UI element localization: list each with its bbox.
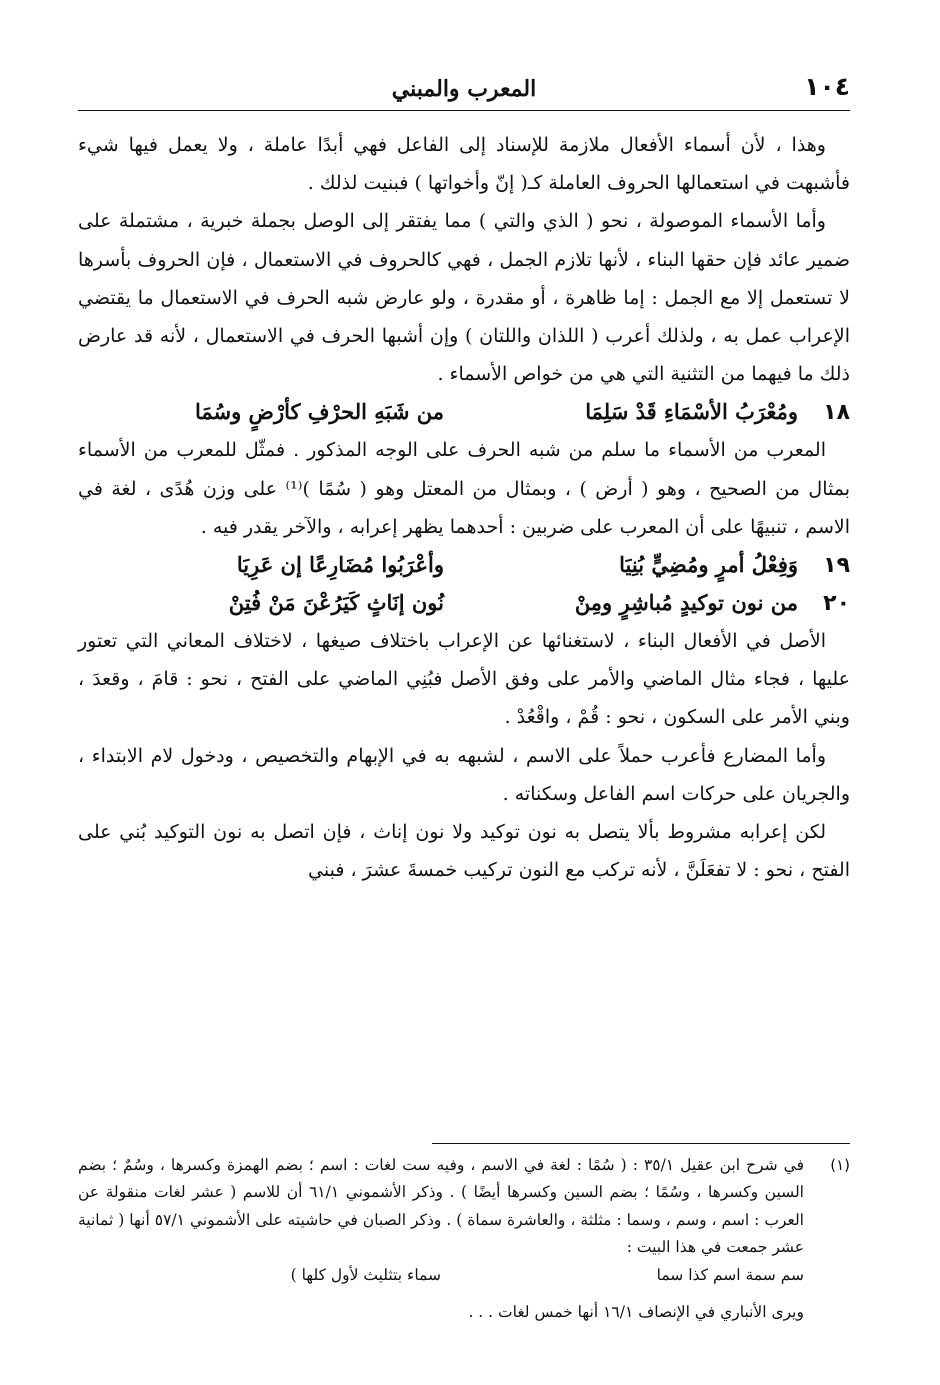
page-header [78, 72, 850, 111]
page-number: ١٠٤ [804, 72, 850, 101]
body-text [78, 126, 850, 889]
footnote-continuation: ويرى الأنباري في الإنصاف ١٦/١ أنها خمس لغات . . . [468, 1303, 804, 1322]
verse-20 [78, 584, 850, 622]
paragraph-3: المعرب من الأسماء ما سلم من شبه الحرف على الوجه المذكور . فمثّل للمعرب من الأسماء بمثال من الصحيح ، وهو ( أرض ) ، وبمثال من المعتل وهو ( سُمًا )⁽¹⁾ على وزن هُدًى ، لغة في الاسم ، تنبيهًا على أن المعرب على ضربين : أحدهما يظهر إعرابه ، والآخر يقدر فيه . [78, 439, 850, 538]
verse-second-hemistich: وأعْرَبُوا مُضَارِعًا إن عَرِيَا [236, 552, 444, 578]
footnotes [78, 1152, 850, 1326]
verse-first-hemistich: وَفِعْلُ أمرٍ ومُضِيٍّ بُنِيَا [619, 552, 798, 578]
verse-number: ١٩ [823, 553, 850, 579]
verse-first-hemistich: من نون توكيدٍ مُباشِرٍ ومِنْ [574, 590, 798, 616]
footnote-divider [432, 1143, 850, 1144]
footnote-verse-first: سم سمة اسم كذا سما [656, 1265, 804, 1284]
verse-number: ٢٠ [823, 591, 850, 617]
footnote-text: في شرح ابن عقيل ٣٥/١ : ( سُمًا : لغة في الاسم ، وفيه ست لغات : اسم ؛ بضم الهمزة وكسرها ، وسُمٌ ؛ بضم السين وكسرها ، وسُمًا ؛ بضم السين وكسرها أيضًا ) . وذكر الأشموني ٦١/١ أن للاسم ( عشر لغات منقولة عن العرب : اسم ، وسم ، وسما : مثلثة ، والعاشرة سماة ) . وذكر الصبان في حاشيته على الأشموني ٥٧/١ أنها ( ثمانية عشر جمعت في هذا البيت : [78, 1156, 804, 1257]
verse-19 [78, 546, 850, 584]
paragraph-1: وهذا ، لأن أسماء الأفعال ملازمة للإسناد إلى الفاعل فهي أبدًا عاملة ، ولا يعمل فيها شيء فأشبهت في استعمالها الحروف العاملة كـ( إنّ وأخواتها ) فبنيت لذلك . [78, 134, 850, 195]
footnote-verse-second: سماء بتثليث لأول كلها ) [290, 1265, 441, 1284]
verse-number: ١٨ [823, 400, 850, 426]
footnote-verse [78, 1262, 850, 1289]
paragraph-2: وأما الأسماء الموصولة ، نحو ( الذي والتي ) مما يفتقر إلى الوصل بجملة خبرية ، مشتملة على ضمير عائد فإن حقها البناء ، لأنها تلازم الجمل ، فهي كالحروف في الاستعمال ، فإن الحروف بأسرها لا تستعمل إلا مع الجمل : إما ظاهرة ، أو مقدرة ، ولو عارض شبه الحرف في الاستعمال ما يقتضي الإعراب عمل به ، ولذلك أعرب ( اللذان واللتان ) وإن أشبها الحرف في الاستعمال ، لأنه قد عارض ذلك ما فيهما من التثنية التي هي من خواص الأسماء . [78, 210, 850, 386]
verse-second-hemistich: من شَبَهِ الحرْفِ كأرْضٍ وسُمَا [194, 399, 444, 425]
footnote-1 [78, 1152, 850, 1262]
paragraph-4: الأصل في الأفعال البناء ، لاستغنائها عن الإعراب باختلاف صيغها ، لاختلاف المعاني التي تعتور عليها ، فجاء مثال الماضي والأمر على وفق الأصل فبُنِي الماضي على الفتح ، نحو : قامَ ، وقعدَ ، وبني الأمر على السكون ، نحو : قُمْ ، واقْعُدْ . [78, 630, 850, 729]
running-title: المعرب والمبني [391, 76, 537, 102]
verse-first-hemistich: ومُعْرَبُ الأسْمَاءِ قَدْ سَلِمَا [585, 399, 798, 425]
verse-second-hemistich: نُون إنَاثٍ كَيَرُعْنَ مَنْ فُتِنْ [228, 590, 444, 616]
verse-18 [78, 393, 850, 431]
paragraph-6: لكن إعرابه مشروط بألا يتصل به نون توكيد ولا نون إناث ، فإن اتصل به نون التوكيد بُني على الفتح ، نحو : لا تفعَلَنَّ ، لأنه تركب مع النون تركيب خمسةَ عشرَ ، فبني [78, 821, 850, 882]
paragraph-5: وأما المضارع فأعرب حملاً على الاسم ، لشبهه به في الإبهام والتخصيص ، ودخول لام الابتداء ، والجريان على حركات اسم الفاعل وسكناته . [78, 744, 850, 805]
footnote-mark: (١) [830, 1156, 850, 1174]
